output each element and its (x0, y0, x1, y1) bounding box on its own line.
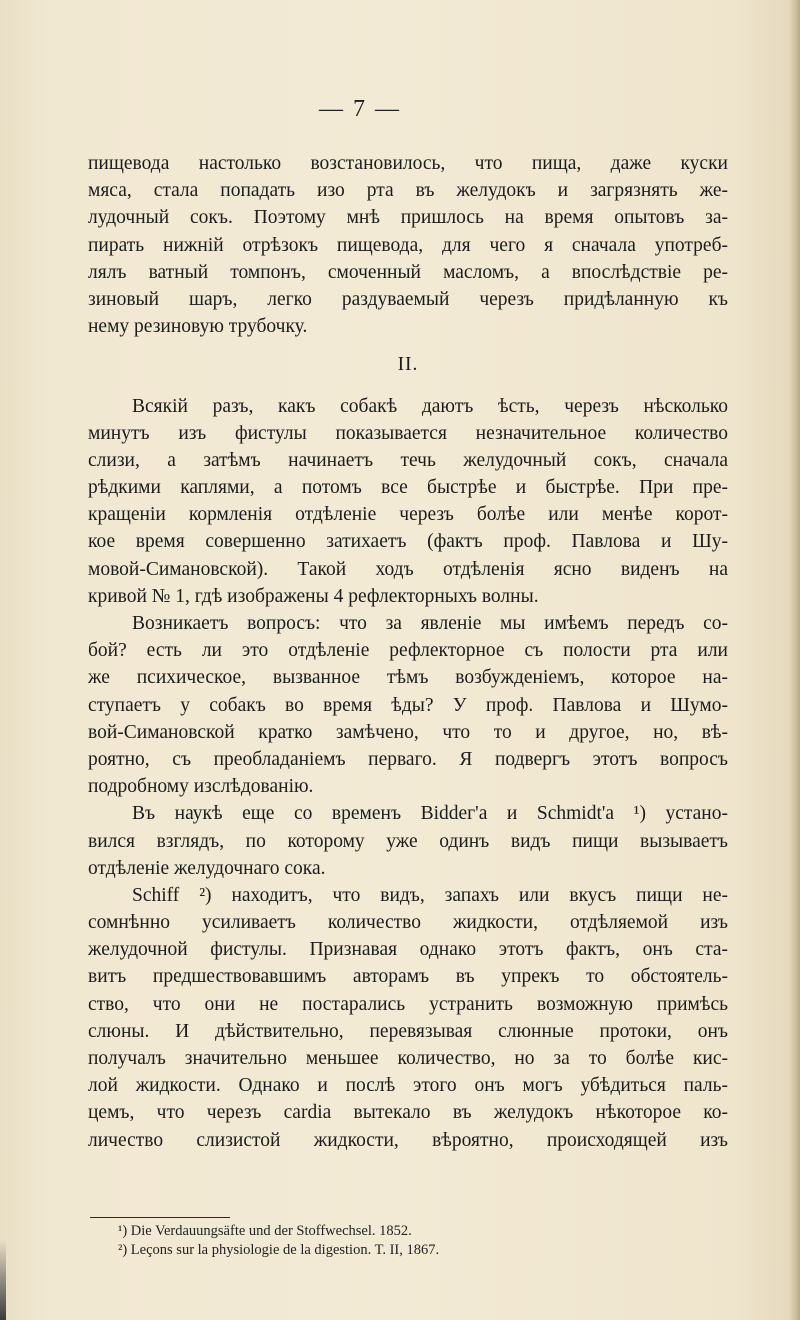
text-line: отдѣленiе желудочнаго сока. (88, 857, 326, 879)
text-line: лой жидкости. Однако и послѣ этого онъ могъ убѣдиться паль- (88, 1075, 728, 1097)
text-line: вой-Симановской кратко замѣчено, что то и другое, но, вѣ- (88, 721, 728, 743)
page-edge-shadow (788, 0, 800, 1320)
text-line: Возникаетъ вопросъ: что за явленiе мы имѣемъ передъ со- (132, 613, 728, 634)
text-line: личество слизистой жидкости, вѣроятно, происходящей изъ (88, 1129, 728, 1151)
text-line: Всякiй разъ, какъ собакѣ даютъ ѣсть, черезъ нѣсколько (132, 395, 728, 417)
text-line: сомнѣнно усиливаетъ количество жидкости, отдѣляемой изъ (88, 912, 728, 934)
footnote: ¹) Die Verdauungsäfte und der Stoffwechsel. 1852. (118, 1223, 412, 1239)
section-heading: II. (397, 354, 419, 376)
text-line: бой? есть ли это отдѣленiе рефлекторное съ полости рта или (88, 640, 728, 662)
footnotes (118, 1222, 718, 1260)
page-number: — 7 — (319, 96, 401, 122)
text-line: Schiff ²) находитъ, что видъ, запахъ или вкусъ пищи не- (132, 884, 728, 906)
text-line: слизи, а затѣмъ начинаетъ течь желудочный сокъ, сначала (88, 449, 728, 471)
text-line: подробному изслѣдованiю. (88, 776, 314, 798)
text-line: зиновый шаръ, легко раздуваемый черезъ придѣланную къ (88, 288, 728, 310)
text-line: цемъ, что черезъ cardia вытекало въ желудокъ нѣкоторое ко- (88, 1102, 728, 1124)
binding-shadow (0, 1240, 6, 1320)
text-line: получалъ значительно меньшее количество, но за то болѣе кис- (88, 1048, 728, 1069)
text-line: минутъ изъ фистулы показывается незначительное количество (88, 422, 728, 444)
text-line: кривой № 1, гдѣ изображены 4 рефлекторныхъ волны. (88, 585, 539, 607)
text-line: нему резиновую трубочку. (88, 316, 308, 338)
text-line: мовой-Симановской). Такой ходъ отдѣленiя ясно виденъ на (88, 558, 728, 580)
text-line: лялъ ватный томпонъ, смоченный масломъ, а впослѣдствiе ре- (88, 261, 728, 283)
body-text (88, 150, 728, 1154)
text-line: желудочной фистулы. Признавая однако этотъ фактъ, онъ ста- (88, 939, 728, 961)
text-line: пищевода настолько возстановилось, что пища, даже куски (88, 153, 728, 174)
text-line: вился взглядъ, по которому уже одинъ видъ пищи вызываетъ (88, 830, 728, 852)
text-line: витъ предшествовавшимъ авторамъ въ упрекъ то обстоятель- (88, 966, 728, 988)
text-line: роятно, съ преобладанiемъ перваго. Я подвергъ этотъ вопросъ (88, 748, 728, 770)
text-line: лудочный сокъ. Поэтому мнѣ пришлось на время опытовъ за- (88, 207, 728, 229)
text-line: мяса, стала попадать изо рта въ желудокъ и загрязнять же- (88, 180, 728, 202)
text-line: слюны. И дѣйствительно, перевязывая слюнные протоки, онъ (88, 1020, 728, 1042)
text-line: рѣдкими каплями, а потомъ все быстрѣе и быстрѣе. При пре- (88, 477, 728, 499)
text-line: ство, что они не постарались устранить возможную примѣсь (88, 993, 728, 1015)
text-line: пирать нижнiй отрѣзокъ пищевода, для чего я сначала употреб- (88, 234, 728, 256)
footnote: ²) Leçons sur la physiologie de la digestion. T. II, 1867. (118, 1242, 440, 1258)
text-line: кращенiи кормленiя отдѣленiе черезъ болѣе или менѣе корот- (88, 504, 728, 526)
text-line: кое время совершенно затихаетъ (фактъ проф. Павлова и Шу- (88, 531, 728, 553)
footnote-divider (90, 1217, 230, 1218)
text-line: же психическое, вызванное тѣмъ возбужденiемъ, которое на- (88, 667, 728, 689)
text-line: Въ наукѣ еще со временъ Biddег'а и Schmidt'а ¹) устано- (132, 803, 728, 825)
text-line: ступаетъ у собакъ во время ѣды? У проф. Павлова и Шумо- (88, 694, 728, 716)
